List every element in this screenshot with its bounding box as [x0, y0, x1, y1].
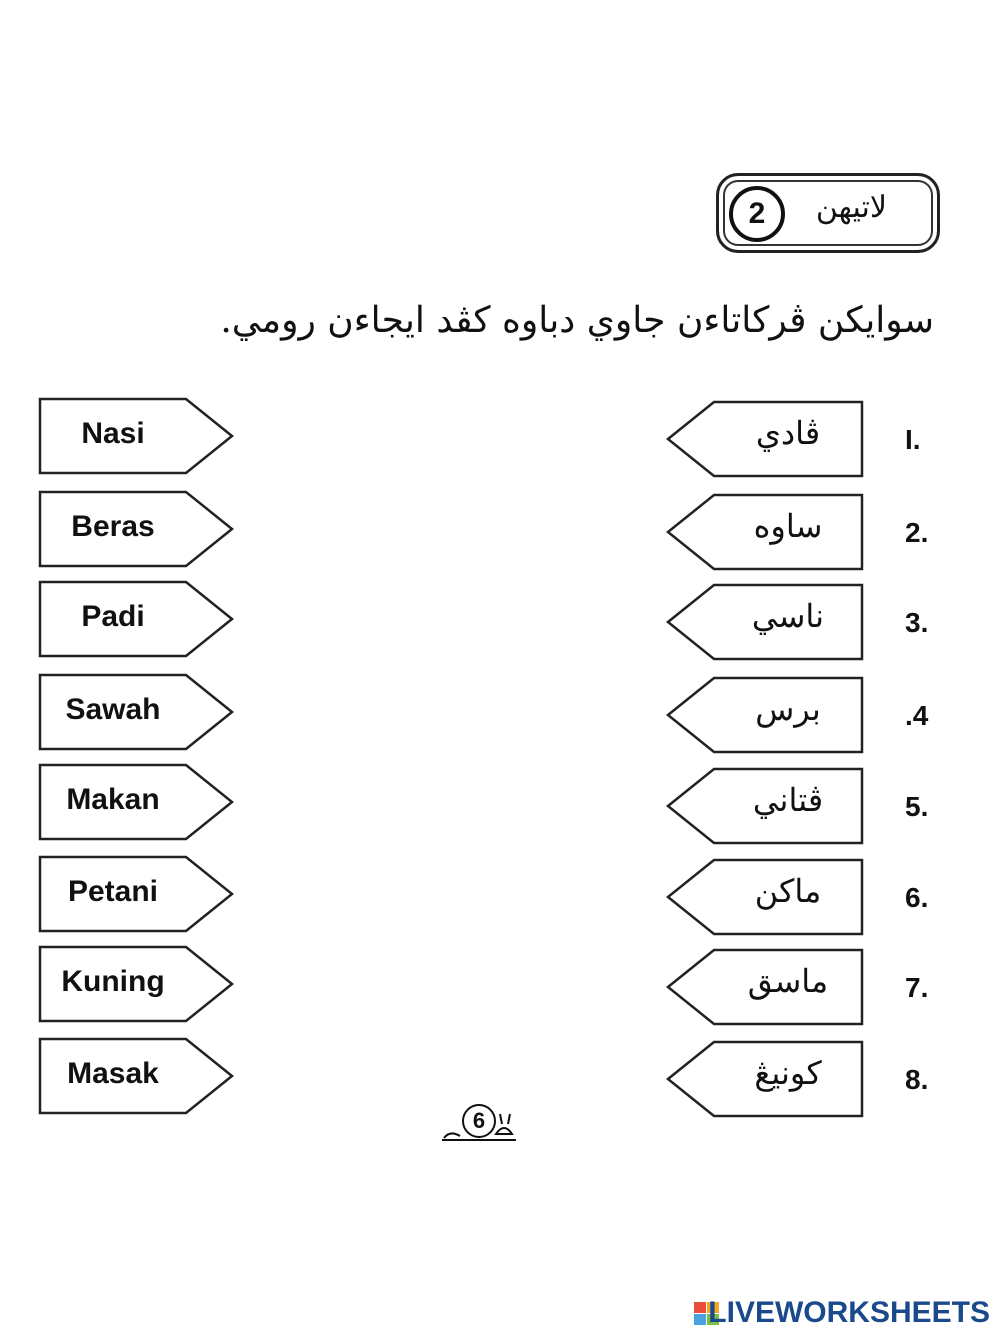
jawi-word-tag[interactable] — [664, 948, 866, 1026]
latin-word-label: Makan — [66, 783, 160, 816]
jawi-word-tag[interactable] — [664, 583, 866, 661]
jawi-word-tag[interactable] — [664, 1040, 866, 1118]
latin-word-label: Sawah — [65, 693, 161, 726]
jawi-word-label: ماسق — [747, 962, 829, 1000]
latin-word-label: Masak — [67, 1057, 159, 1090]
exercise-title: لاتيهن — [815, 190, 887, 225]
latin-word-tag[interactable] — [36, 490, 236, 568]
latin-word-label: Petani — [67, 875, 159, 908]
jawi-word-tag[interactable] — [664, 400, 866, 478]
latin-word-tag[interactable] — [36, 1037, 236, 1115]
instruction-text: سوايكن ڤركاتاءن جاوي دباوه کڤد ايجاءن رومي. — [220, 300, 934, 341]
latin-word-label: Nasi — [81, 417, 145, 450]
latin-word-label: Kuning — [61, 965, 165, 998]
jawi-word-label: برس — [755, 690, 821, 728]
latin-word-tag[interactable] — [36, 855, 236, 933]
item-number: 2. — [905, 517, 929, 548]
jawi-word-label: ڤتاني — [752, 781, 824, 819]
jawi-word-tag[interactable] — [664, 858, 866, 936]
jawi-word-label: ڤادي — [755, 414, 821, 452]
item-number: 6. — [905, 882, 929, 913]
latin-word-tag[interactable] — [36, 945, 236, 1023]
jawi-word-label: ماكن — [754, 872, 822, 910]
latin-word-tag[interactable] — [36, 580, 236, 658]
latin-word-label: Padi — [81, 600, 145, 633]
latin-word-tag[interactable] — [36, 763, 236, 841]
jawi-word-tag[interactable] — [664, 493, 866, 571]
item-number: 7. — [905, 972, 929, 1003]
watermark: LIVEWORKSHEETS — [708, 1296, 990, 1329]
latin-word-label: Beras — [71, 510, 155, 543]
page-number — [440, 1100, 520, 1144]
page-number-label: 6 — [462, 1104, 496, 1138]
item-number: 8. — [905, 1064, 929, 1095]
jawi-word-label: ساوه — [753, 507, 823, 545]
item-number: I. — [905, 424, 921, 455]
snail-icon — [440, 1100, 520, 1144]
exercise-badge — [716, 173, 940, 253]
latin-word-tag[interactable] — [36, 673, 236, 751]
item-number: 3. — [905, 607, 929, 638]
jawi-word-tag[interactable] — [664, 767, 866, 845]
item-number: 5. — [905, 791, 929, 822]
item-number: .4 — [905, 700, 929, 731]
exercise-number: 2 — [729, 186, 785, 242]
latin-word-tag[interactable] — [36, 397, 236, 475]
jawi-word-label: ناسي — [751, 597, 825, 635]
jawi-word-tag[interactable] — [664, 676, 866, 754]
jawi-word-label: كونيڠ — [754, 1054, 822, 1092]
